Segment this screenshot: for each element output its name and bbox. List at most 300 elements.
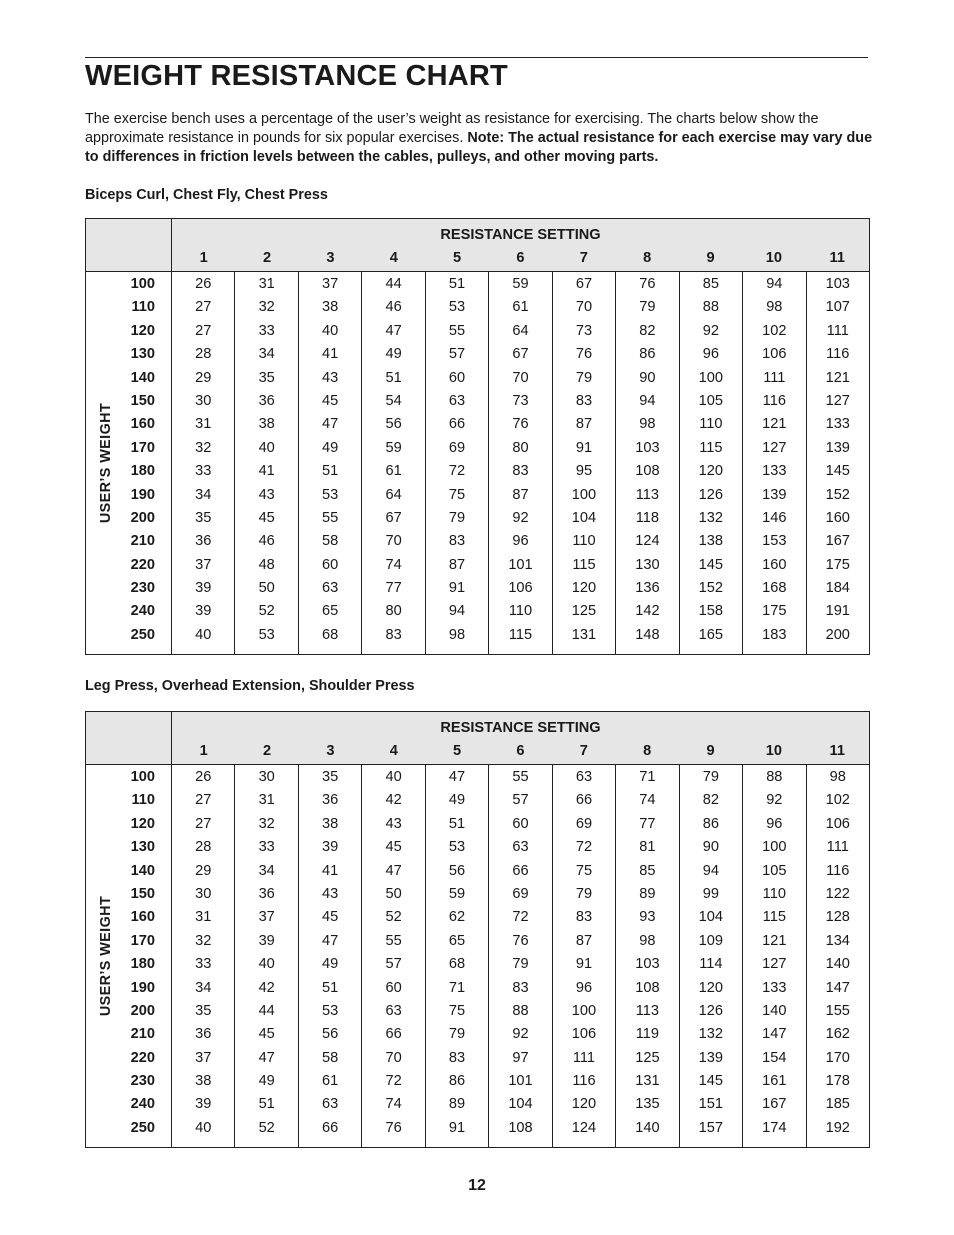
resistance-value: 191 <box>825 603 850 620</box>
resistance-value: 110 <box>572 533 596 550</box>
resistance-value: 34 <box>258 862 275 879</box>
intro-note: Note: The actual resistance for each exercise may vary due to differences in friction levels between the cables, pulleys, and other moving parts. <box>85 129 873 165</box>
resistance-value: 63 <box>512 839 529 856</box>
resistance-value: 75 <box>448 486 466 503</box>
resistance-value: 111 <box>826 839 849 856</box>
resistance-value: 90 <box>639 369 656 386</box>
resistance-value: 102 <box>762 322 787 339</box>
resistance-value: 82 <box>639 322 656 339</box>
resistance-value: 63 <box>385 1002 402 1019</box>
resistance-value: 102 <box>825 792 850 809</box>
resistance-value: 69 <box>575 815 593 832</box>
resistance-value: 103 <box>635 956 660 973</box>
resistance-value: 131 <box>571 626 597 643</box>
resistance-values <box>172 272 869 654</box>
resistance-value: 37 <box>195 556 212 573</box>
resistance-value: 74 <box>385 556 402 573</box>
resistance-value: 55 <box>448 322 466 339</box>
setting-column <box>680 765 743 1147</box>
table-body <box>86 272 869 654</box>
setting-column <box>553 272 616 654</box>
resistance-value: 37 <box>322 276 339 292</box>
users-weight-label: USER’S WEIGHT <box>98 402 114 524</box>
resistance-value: 82 <box>702 792 719 809</box>
resistance-value: 108 <box>508 1119 533 1136</box>
weight-value: 150 <box>130 392 155 409</box>
weight-value: 110 <box>131 299 155 316</box>
resistance-setting-label: RESISTANCE SETTING <box>440 720 601 736</box>
resistance-value: 80 <box>512 439 529 456</box>
resistance-value: 138 <box>698 533 724 550</box>
resistance-value: 49 <box>322 439 339 456</box>
resistance-value: 167 <box>762 1096 787 1113</box>
resistance-value: 36 <box>195 1026 212 1043</box>
setting-number: 5 <box>453 743 462 759</box>
resistance-value: 59 <box>385 439 402 456</box>
setting-number: 9 <box>706 743 715 759</box>
resistance-value: 79 <box>575 885 593 902</box>
weight-value: 170 <box>130 439 155 456</box>
resistance-value: 51 <box>385 369 402 386</box>
setting-number: 5 <box>453 250 462 266</box>
resistance-value: 49 <box>385 346 402 363</box>
resistance-value: 167 <box>825 533 850 550</box>
table-header <box>86 219 869 272</box>
resistance-value: 96 <box>575 979 593 996</box>
resistance-value: 38 <box>322 299 339 316</box>
resistance-value: 39 <box>195 580 212 597</box>
resistance-value: 31 <box>258 276 275 292</box>
resistance-value: 83 <box>448 1049 466 1066</box>
page-number: 12 <box>468 1177 486 1194</box>
resistance-table-2 <box>85 711 870 1148</box>
resistance-value: 86 <box>702 815 719 832</box>
resistance-value: 89 <box>639 885 656 902</box>
weight-column <box>86 765 172 1147</box>
weight-value: 250 <box>130 626 155 643</box>
resistance-value: 125 <box>635 1049 660 1066</box>
resistance-value: 64 <box>385 486 402 503</box>
resistance-value: 32 <box>258 815 275 832</box>
resistance-value: 158 <box>698 603 724 620</box>
resistance-value: 107 <box>825 299 850 316</box>
resistance-value: 76 <box>639 276 656 292</box>
resistance-value: 70 <box>512 369 529 386</box>
weight-value: 240 <box>130 1096 155 1113</box>
resistance-setting-label: RESISTANCE SETTING <box>440 227 601 243</box>
resistance-value: 168 <box>762 580 787 597</box>
resistance-value: 147 <box>825 979 850 996</box>
resistance-value: 51 <box>258 1096 275 1113</box>
resistance-value: 135 <box>635 1096 660 1113</box>
resistance-value: 85 <box>702 276 719 292</box>
setting-column <box>299 272 362 654</box>
setting-number: 3 <box>326 743 335 759</box>
resistance-value: 106 <box>762 346 787 363</box>
resistance-value: 91 <box>575 956 593 973</box>
resistance-value: 91 <box>575 439 593 456</box>
resistance-value: 57 <box>385 956 402 973</box>
resistance-value: 116 <box>826 346 850 363</box>
resistance-value: 106 <box>571 1026 597 1043</box>
resistance-value: 53 <box>448 299 466 316</box>
resistance-value: 40 <box>258 439 275 456</box>
resistance-value: 62 <box>448 909 466 926</box>
resistance-value: 45 <box>322 392 339 409</box>
resistance-value: 44 <box>258 1002 275 1019</box>
resistance-value: 125 <box>571 603 597 620</box>
resistance-value: 192 <box>825 1119 850 1136</box>
resistance-value: 67 <box>575 276 593 292</box>
resistance-value: 44 <box>385 276 402 292</box>
resistance-value: 61 <box>322 1073 339 1090</box>
resistance-value: 49 <box>448 792 466 809</box>
resistance-value: 93 <box>639 909 656 926</box>
resistance-value: 33 <box>258 839 275 856</box>
resistance-value: 45 <box>385 839 402 856</box>
resistance-value: 30 <box>195 885 212 902</box>
resistance-value: 127 <box>825 392 850 409</box>
resistance-value: 27 <box>195 792 212 809</box>
chart-1-title: Biceps Curl, Chest Fly, Chest Press <box>85 187 328 203</box>
resistance-value: 126 <box>698 486 724 503</box>
setting-column <box>489 272 552 654</box>
resistance-value: 100 <box>571 1002 597 1019</box>
setting-number: 7 <box>579 250 588 266</box>
resistance-value: 140 <box>762 1002 787 1019</box>
resistance-value: 60 <box>385 979 402 996</box>
resistance-value: 39 <box>195 603 212 620</box>
resistance-value: 81 <box>639 839 656 856</box>
resistance-value: 52 <box>258 603 275 620</box>
resistance-value: 32 <box>195 932 212 949</box>
weight-value: 190 <box>130 979 155 996</box>
setting-column <box>743 765 806 1147</box>
setting-column <box>299 765 362 1147</box>
setting-column <box>172 272 235 654</box>
resistance-value: 48 <box>258 556 275 573</box>
resistance-value: 70 <box>385 533 402 550</box>
resistance-value: 98 <box>639 932 656 949</box>
resistance-value: 38 <box>258 416 275 433</box>
resistance-value: 155 <box>825 1002 850 1019</box>
setting-number: 4 <box>389 743 398 759</box>
setting-number: 10 <box>765 250 783 266</box>
resistance-value: 34 <box>258 346 275 363</box>
resistance-value: 100 <box>571 486 597 503</box>
resistance-value: 27 <box>195 322 212 339</box>
resistance-value: 99 <box>702 885 719 902</box>
resistance-value: 72 <box>575 839 593 856</box>
resistance-value: 37 <box>258 909 275 926</box>
setting-number: 3 <box>326 250 335 266</box>
resistance-value: 47 <box>448 769 466 785</box>
setting-number: 1 <box>199 743 208 759</box>
header-right <box>172 712 869 764</box>
resistance-value: 170 <box>825 1049 850 1066</box>
resistance-value: 91 <box>448 1119 466 1136</box>
resistance-value: 39 <box>195 1096 212 1113</box>
resistance-value: 38 <box>195 1073 212 1090</box>
resistance-value: 40 <box>195 626 212 643</box>
header-right <box>172 219 869 271</box>
resistance-value: 39 <box>322 839 339 856</box>
resistance-value: 26 <box>195 276 212 292</box>
weight-value: 120 <box>130 815 155 832</box>
setting-number: 8 <box>643 743 652 759</box>
page-title: WEIGHT RESISTANCE CHART <box>85 60 508 92</box>
resistance-value: 49 <box>322 956 339 973</box>
setting-number: 7 <box>579 743 588 759</box>
resistance-value: 30 <box>195 392 212 409</box>
setting-column <box>807 272 869 654</box>
resistance-value: 36 <box>258 885 275 902</box>
resistance-value: 79 <box>448 509 466 526</box>
resistance-value: 36 <box>195 533 212 550</box>
resistance-value: 92 <box>512 509 529 526</box>
resistance-value: 60 <box>512 815 529 832</box>
resistance-value: 76 <box>575 346 593 363</box>
setting-column <box>680 272 743 654</box>
resistance-value: 200 <box>825 626 850 643</box>
setting-column <box>235 272 298 654</box>
resistance-value: 80 <box>385 603 402 620</box>
resistance-value: 108 <box>635 463 660 480</box>
users-weight-label: USER’S WEIGHT <box>98 895 114 1017</box>
resistance-value: 92 <box>512 1026 529 1043</box>
resistance-value: 39 <box>258 932 275 949</box>
setting-number: 11 <box>829 743 845 759</box>
resistance-value: 68 <box>448 956 466 973</box>
resistance-value: 109 <box>698 932 724 949</box>
resistance-value: 136 <box>635 580 660 597</box>
resistance-value: 92 <box>702 322 719 339</box>
header-corner <box>86 712 172 764</box>
resistance-value: 37 <box>195 1049 212 1066</box>
resistance-value: 76 <box>512 932 529 949</box>
resistance-value: 100 <box>698 369 724 386</box>
resistance-value: 59 <box>448 885 466 902</box>
resistance-value: 127 <box>762 956 787 973</box>
weight-list <box>126 765 171 1147</box>
resistance-value: 58 <box>322 1049 339 1066</box>
weight-value: 180 <box>130 463 155 480</box>
resistance-value: 110 <box>699 416 723 433</box>
resistance-value: 111 <box>763 369 786 386</box>
resistance-value: 90 <box>702 839 719 856</box>
resistance-value: 86 <box>448 1073 466 1090</box>
resistance-value: 36 <box>258 392 275 409</box>
resistance-value: 34 <box>195 486 212 503</box>
resistance-value: 60 <box>322 556 339 573</box>
weight-value: 110 <box>131 792 155 809</box>
resistance-value: 175 <box>825 556 850 573</box>
resistance-value: 101 <box>508 556 533 573</box>
resistance-value: 105 <box>698 392 724 409</box>
setting-numbers <box>172 245 869 271</box>
resistance-value: 120 <box>698 463 724 480</box>
resistance-value: 116 <box>762 392 786 409</box>
weight-value: 160 <box>130 416 155 433</box>
resistance-value: 75 <box>448 1002 466 1019</box>
resistance-value: 87 <box>575 932 593 949</box>
resistance-value: 65 <box>322 603 339 620</box>
resistance-value: 46 <box>258 533 275 550</box>
resistance-value: 113 <box>635 1002 660 1019</box>
resistance-value: 49 <box>258 1073 275 1090</box>
resistance-value: 65 <box>448 932 466 949</box>
resistance-value: 106 <box>508 580 533 597</box>
resistance-value: 58 <box>322 533 339 550</box>
resistance-value: 56 <box>448 862 466 879</box>
resistance-value: 53 <box>322 486 339 503</box>
resistance-value: 111 <box>826 322 849 339</box>
resistance-value: 88 <box>702 299 719 316</box>
resistance-value: 40 <box>322 322 339 339</box>
table-body <box>86 765 869 1147</box>
resistance-value: 115 <box>699 439 723 456</box>
resistance-value: 145 <box>698 1073 724 1090</box>
weight-value: 250 <box>130 1119 155 1136</box>
resistance-value: 43 <box>322 369 339 386</box>
resistance-value: 43 <box>385 815 402 832</box>
weight-list <box>126 272 171 654</box>
resistance-values <box>172 765 869 1147</box>
resistance-value: 120 <box>571 580 597 597</box>
setting-column <box>426 765 489 1147</box>
resistance-value: 119 <box>635 1026 660 1043</box>
resistance-value: 70 <box>575 299 593 316</box>
resistance-value: 71 <box>639 769 656 785</box>
resistance-value: 116 <box>572 1073 596 1090</box>
weight-value: 190 <box>130 486 155 503</box>
resistance-value: 140 <box>825 956 850 973</box>
resistance-value: 61 <box>512 299 529 316</box>
resistance-value: 162 <box>825 1026 850 1043</box>
resistance-table-1 <box>85 218 870 655</box>
resistance-value: 127 <box>762 439 787 456</box>
resistance-value: 35 <box>258 369 275 386</box>
resistance-value: 104 <box>508 1096 533 1113</box>
resistance-value: 152 <box>825 486 850 503</box>
resistance-value: 126 <box>698 1002 724 1019</box>
resistance-value: 83 <box>575 909 593 926</box>
resistance-value: 68 <box>322 626 339 643</box>
resistance-value: 55 <box>322 509 339 526</box>
resistance-value: 63 <box>322 580 339 597</box>
resistance-value: 79 <box>575 369 593 386</box>
resistance-value: 139 <box>762 486 787 503</box>
weight-value: 130 <box>130 346 155 363</box>
resistance-value: 35 <box>322 769 339 785</box>
resistance-value: 185 <box>825 1096 850 1113</box>
resistance-value: 97 <box>512 1049 529 1066</box>
resistance-value: 76 <box>385 1119 402 1136</box>
resistance-value: 94 <box>639 392 656 409</box>
resistance-value: 46 <box>385 299 402 316</box>
weight-value: 160 <box>130 909 155 926</box>
resistance-value: 53 <box>258 626 275 643</box>
resistance-value: 72 <box>385 1073 402 1090</box>
setting-column <box>362 272 425 654</box>
setting-number: 4 <box>389 250 398 266</box>
resistance-value: 35 <box>195 1002 212 1019</box>
resistance-value: 79 <box>639 299 656 316</box>
resistance-value: 52 <box>385 909 402 926</box>
resistance-value: 133 <box>825 416 850 433</box>
resistance-value: 30 <box>258 769 275 785</box>
resistance-value: 92 <box>766 792 783 809</box>
weight-value: 220 <box>130 556 155 573</box>
resistance-value: 183 <box>762 626 787 643</box>
resistance-value: 131 <box>635 1073 660 1090</box>
resistance-value: 132 <box>698 1026 724 1043</box>
weight-value: 100 <box>130 276 155 292</box>
weight-value: 140 <box>130 862 155 879</box>
resistance-value: 51 <box>322 463 339 480</box>
resistance-value: 74 <box>639 792 656 809</box>
setting-number: 2 <box>262 250 272 266</box>
resistance-value: 94 <box>448 603 466 620</box>
resistance-value: 74 <box>385 1096 402 1113</box>
resistance-value: 55 <box>512 769 529 785</box>
setting-number: 8 <box>643 250 652 266</box>
resistance-value: 31 <box>195 909 212 926</box>
resistance-value: 35 <box>195 509 212 526</box>
resistance-value: 43 <box>322 885 339 902</box>
resistance-value: 94 <box>702 862 719 879</box>
resistance-value: 111 <box>572 1049 596 1066</box>
resistance-value: 66 <box>575 792 593 809</box>
resistance-value: 161 <box>762 1073 787 1090</box>
setting-number: 9 <box>706 250 715 266</box>
resistance-value: 47 <box>322 416 339 433</box>
resistance-value: 53 <box>448 839 466 856</box>
resistance-value: 157 <box>698 1119 724 1136</box>
resistance-value: 87 <box>512 486 529 503</box>
resistance-value: 184 <box>825 580 850 597</box>
weight-value: 130 <box>130 839 155 856</box>
weight-value: 220 <box>130 1049 155 1066</box>
resistance-value: 40 <box>258 956 275 973</box>
resistance-value: 147 <box>762 1026 787 1043</box>
resistance-value: 32 <box>195 439 212 456</box>
resistance-value: 120 <box>571 1096 597 1113</box>
resistance-value: 40 <box>195 1119 212 1136</box>
resistance-value: 63 <box>322 1096 339 1113</box>
setting-column <box>489 765 552 1147</box>
resistance-value: 31 <box>258 792 275 809</box>
resistance-value: 55 <box>385 932 402 949</box>
resistance-value: 66 <box>512 862 529 879</box>
resistance-value: 67 <box>512 346 529 363</box>
resistance-value: 64 <box>512 322 529 339</box>
resistance-value: 47 <box>258 1049 275 1066</box>
resistance-value: 124 <box>635 533 660 550</box>
resistance-value: 121 <box>762 932 787 949</box>
resistance-value: 83 <box>575 392 593 409</box>
resistance-value: 121 <box>762 416 787 433</box>
resistance-value: 61 <box>385 463 402 480</box>
resistance-value: 98 <box>829 769 846 785</box>
resistance-value: 87 <box>448 556 466 573</box>
resistance-value: 38 <box>322 815 339 832</box>
resistance-value: 54 <box>385 392 402 409</box>
resistance-value: 72 <box>512 909 529 926</box>
resistance-value: 26 <box>195 769 212 785</box>
resistance-value: 96 <box>766 815 783 832</box>
resistance-value: 42 <box>385 792 402 809</box>
